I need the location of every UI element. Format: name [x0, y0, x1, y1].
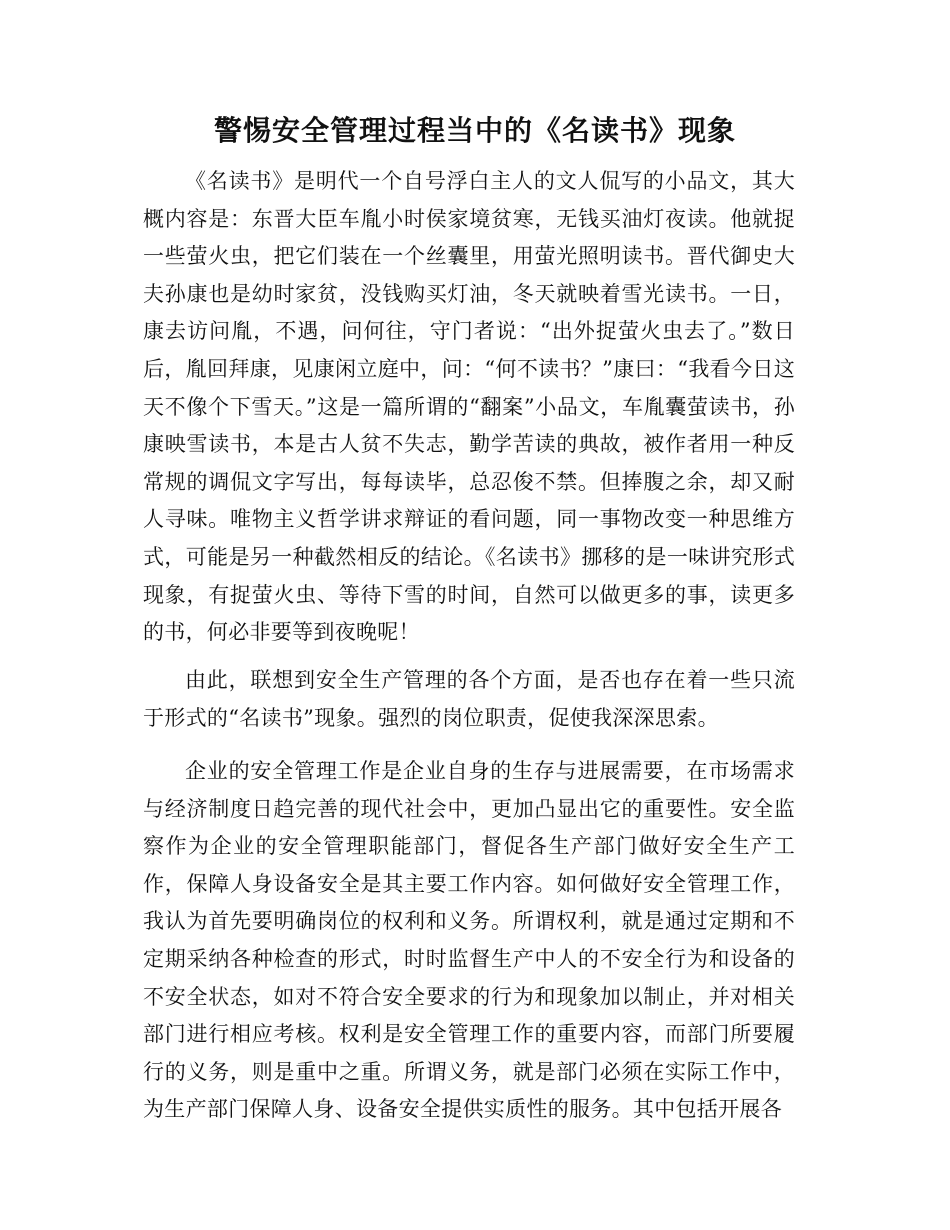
paragraph-1: 《名读书》是明代一个自号浮白主人的文人侃写的小品文，其大概内容是：东晋大臣车胤小时侯家境贫寒，无钱买油灯夜读。他就捉一些萤火虫，把它们装在一个丝囊里，用萤光照明读书。晋代御史大夫孙康也是幼时家贫，没钱购买灯油，冬天就映着雪光读书。一日，康去访问胤，不遇，问何往，守门者说：“出外捉萤火虫去了。”数日后，胤回拜康，见康闲立庭中，问：“何不读书？”康曰：“我看今日这天不像个下雪天。”这是一篇所谓的“翻案”小品文，车胤囊萤读书，孙康映雪读书，本是古人贫不失志，勤学苦读的典故，被作者用一种反常规的调侃文字写出，每每读毕，总忍俊不禁。但捧腹之余，却又耐人寻味。唯物主义哲学讲求辩证的看问题，同一事物改变一种思维方式，可能是另一种截然相反的结论。《名读书》挪移的是一味讲究形式现象，有捉萤火虫、等待下雪的时间，自然可以做更多的事，读更多的书，何必非要等到夜晚呢！: [143, 169, 795, 645]
document-title: 警惕安全管理过程当中的《名读书》现象: [213, 114, 736, 147]
paragraph-3: 企业的安全管理工作是企业自身的生存与进展需要，在市场需求与经济制度日趋完善的现代社会中，更加凸显出它的重要性。安全监察作为企业的安全管理职能部门，督促各生产部门做好安全生产工作，保障人身设备安全是其主要工作内容。如何做好安全管理工作，我认为首先要明确岗位的权利和义务。所谓权利，就是通过定期和不定期采纳各种检查的形式，时时监督生产中人的不安全行为和设备的不安全状态，如对不符合安全要求的行为和现象加以制止，并对相关部门进行相应考核。权利是安全管理工作的重要内容，而部门所要履行的义务，则是重中之重。所谓义务，就是部门必须在实际工作中，为生产部门保障人身、设备安全提供实质性的服务。其中包括开展各: [143, 759, 795, 1122]
paragraph-2: 由此，联想到安全生产管理的各个方面，是否也存在着一些只流于形式的“名读书”现象。强烈的岗位职责，促使我深深思索。: [143, 668, 795, 730]
